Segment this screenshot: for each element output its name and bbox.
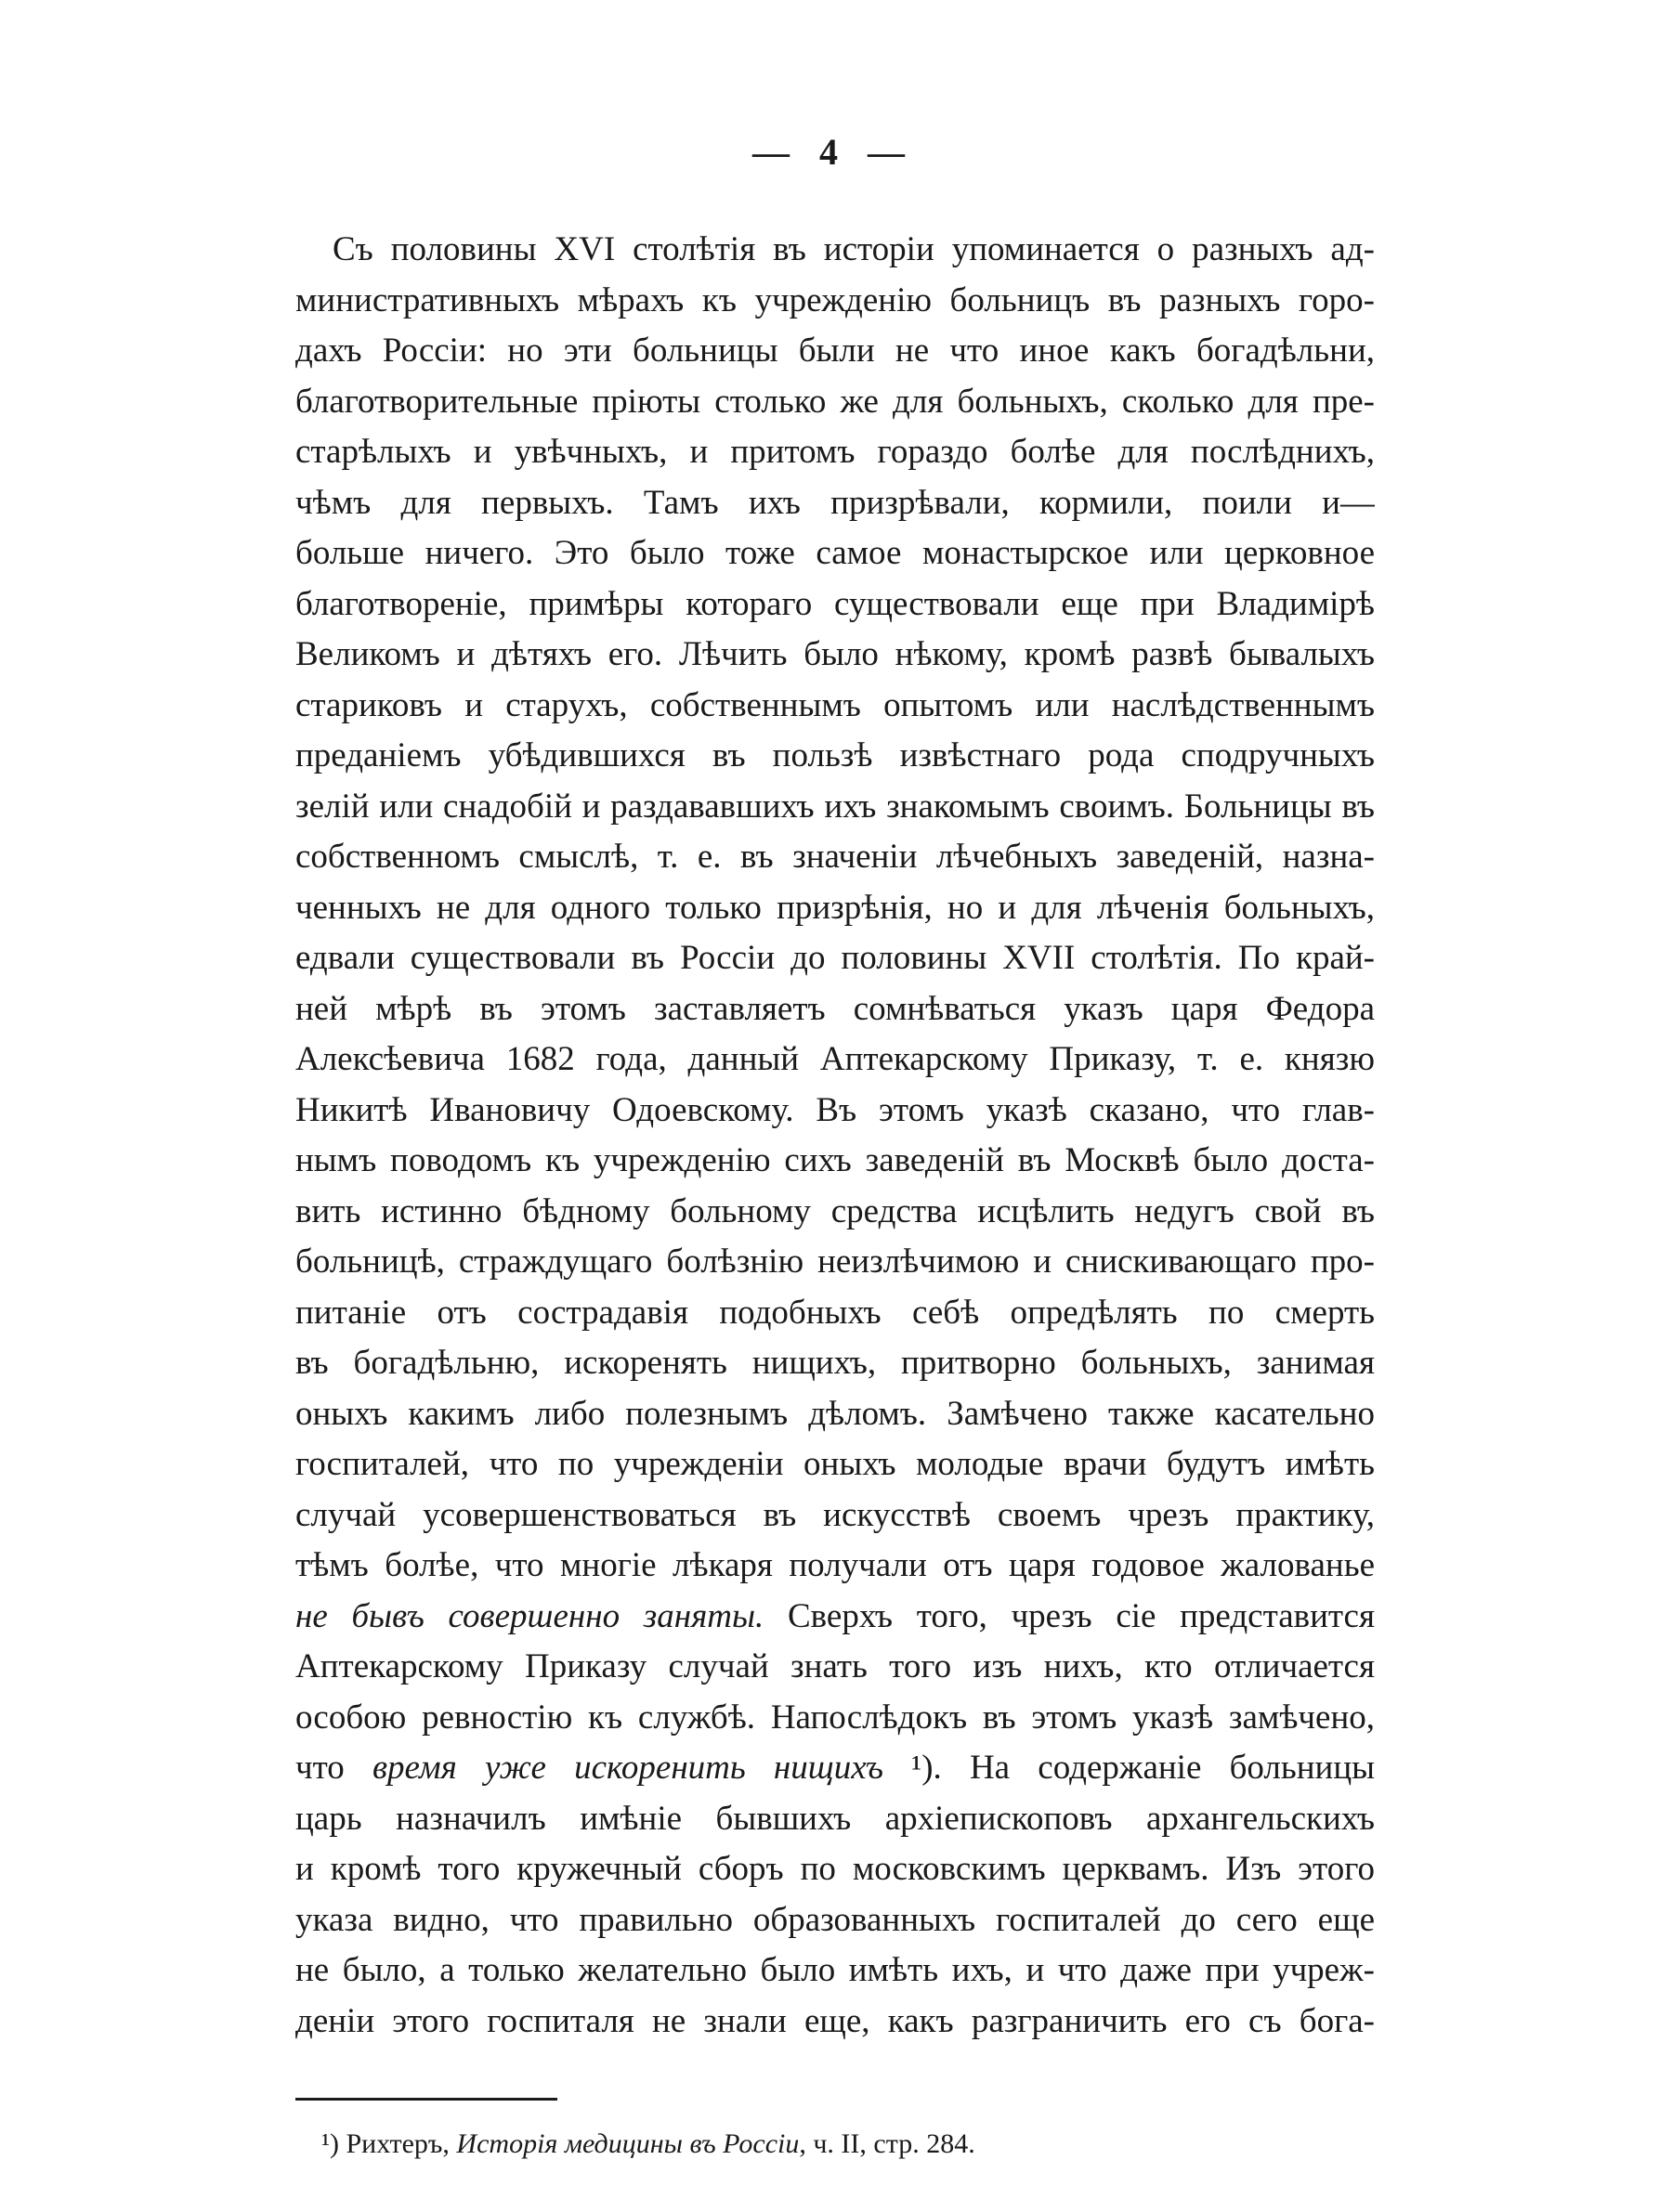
text-segment: ¹). На содержаніе больницы [882,1749,1375,1787]
text-line: благотворительные пріюты столько же для больныхъ, сколько для пре- [295,382,1375,421]
text-line: особою ревностію къ службѣ. Напослѣдокъ въ этомъ указѣ замѣчено, [295,1698,1375,1737]
text-line: деніи этого госпиталя не знали еще, какъ разграничить его съ бога- [295,2001,1375,2040]
text-line: больше ничего. Это было тоже самое монастырское или церковное [295,534,1375,572]
text-line: вить истинно бѣдному больному средства исцѣлить недугъ свой въ [295,1191,1375,1230]
text-line: Съ половины XVI столѣтія въ исторіи упоминается о разныхъ ад- [333,230,1375,268]
text-line: едвали существовали въ Россіи до половины XVII столѣтія. По край- [295,939,1375,977]
text-line: случай усовершенствоваться въ искусствѣ своемъ чрезъ практику, [295,1495,1375,1534]
text-line: собственномъ смыслѣ, т. е. въ значеніи лѣчебныхъ заведеній, назна- [295,838,1375,876]
text-line: оныхъ какимъ либо полезнымъ дѣломъ. Замѣчено также касательно [295,1394,1375,1433]
text-line: и кромѣ того кружечный сборъ по московскимъ церквамъ. Изъ этого [295,1850,1375,1888]
text-line: министративныхъ мѣрахъ къ учрежденію больницъ въ разныхъ горо- [295,280,1375,319]
footnote-author: Рихтеръ, [338,2128,457,2159]
text-line: ченныхъ не для одного только призрѣнія, но и для лѣченія больныхъ, [295,888,1375,927]
text-line [295,1592,1375,1643]
page-number-value: 4 [819,131,840,173]
text-line: Аптекарскому Приказу случай знать того изъ нихъ, кто отличается [295,1647,1375,1685]
text-line: стариковъ и старухъ, собственнымъ опытомъ или наслѣдственнымъ [295,685,1375,724]
text-line: тѣмъ болѣе, что многіе лѣкаря получали отъ царя годовое жалованье [295,1546,1375,1584]
footnote [321,2128,975,2160]
footnote-divider [295,2098,557,2101]
text-line: питаніе отъ сострадавія подобныхъ себѣ опредѣлять по смерть [295,1293,1375,1332]
text-line: чѣмъ для первыхъ. Тамъ ихъ призрѣвали, кормили, поили и— [295,483,1375,522]
text-line: Никитѣ Ивановичу Одоевскому. Въ этомъ указѣ сказано, что глав- [295,1090,1375,1129]
text-line: нымъ поводомъ къ учрежденію сихъ заведеній въ Москвѣ было доста- [295,1141,1375,1179]
text-line: госпиталей, что по учрежденіи оныхъ молодые врачи будутъ имѣть [295,1445,1375,1483]
page-number-left-dash: — [752,131,791,173]
text-line: больницѣ, страждущаго болѣзнію неизлѣчимою и снискивающаго про- [295,1243,1375,1281]
text-line: преданіемъ убѣдившихся въ пользѣ извѣстнаго рода сподручныхъ [295,736,1375,774]
text-line: старѣлыхъ и увѣчныхъ, и притомъ гораздо болѣе для послѣднихъ, [295,433,1375,471]
italic-phrase: не бывъ совершенно заняты. [295,1596,764,1635]
text-segment: что [295,1749,372,1787]
text-line: ней мѣрѣ въ этомъ заставляетъ сомнѣваться указъ царя Федора [295,989,1375,1028]
footnote-details: , ч. II, стр. 284. [799,2128,975,2159]
body-paragraph [295,225,1375,2047]
italic-phrase: время уже искоренить нищихъ [372,1749,883,1787]
text-line [295,1743,1375,1794]
text-line: зелій или снадобій и раздававшихъ ихъ знакомымъ своимъ. Больницы въ [295,787,1375,826]
text-line: благотвореніе, примѣры котораго существовали еще при Владимірѣ [295,584,1375,623]
text-line: царь назначилъ имѣніе бывшихъ архіепископовъ архангельскихъ [295,1799,1375,1838]
footnote-title: Исторія медицины въ Россіи [456,2128,800,2159]
footnote-marker: ¹) [321,2128,339,2159]
text-line: Алексѣевича 1682 года, данный Аптекарскому Приказу, т. е. князю [295,1040,1375,1078]
text-line: въ богадѣльню, искоренять нищихъ, притворно больныхъ, занимая [295,1344,1375,1382]
text-line: указа видно, что правильно образованныхъ госпиталей до сего еще [295,1900,1375,1939]
text-segment: Сверхъ того, чрезъ сіе представится [764,1596,1375,1635]
text-line: Великомъ и дѣтяхъ его. Лѣчить было нѣкому, кромѣ развѣ бывалыхъ [295,635,1375,673]
text-line: не было, а только желательно было имѣть ихъ, и что даже при учреж- [295,1951,1375,1989]
page-number-right-dash: — [868,131,907,173]
text-line: дахъ Россіи: но эти больницы были не что иное какъ богадѣльни, [295,332,1375,370]
page-number [0,130,1659,174]
